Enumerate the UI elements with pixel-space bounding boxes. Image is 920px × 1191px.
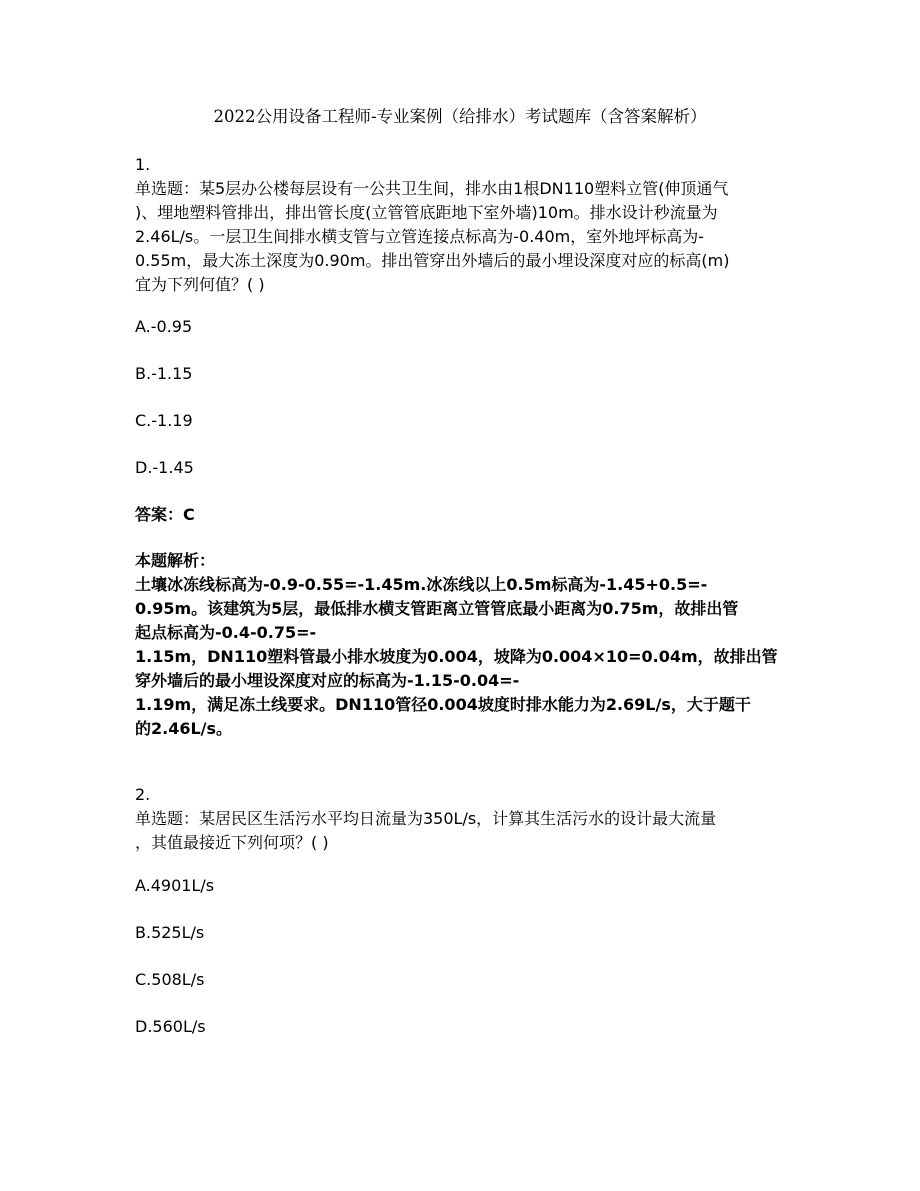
option-b: B.-1.15: [135, 364, 193, 383]
question-1-stem: [135, 153, 790, 297]
option-b: B.525L/s: [135, 923, 205, 942]
option-d: D.560L/s: [135, 1017, 206, 1036]
analysis-line: 1.15m，DN110塑料管最小排水坡度为0.004，坡降为0.004×10=0.04m，故排出管: [135, 647, 778, 666]
question-stem-line: 单选题：某5层办公楼每层设有一公共卫生间，排水由1根DN110塑料立管(伸顶通气: [135, 179, 729, 198]
analysis-line: 土壤冰冻线标高为-0.9-0.55=-1.45m.冰冻线以上0.5m标高为-1.45+0.5=-: [135, 575, 708, 594]
question-number: 2.: [135, 785, 151, 804]
question-2-stem: [135, 783, 790, 855]
question-stem-line: ，其值最接近下列何项？( ): [135, 833, 329, 852]
question-stem-line: )、埋地塑料管排出，排出管长度(立管管底距地下室外墙)10m。排水设计秒流量为: [135, 203, 718, 222]
analysis-block: [135, 549, 790, 741]
answer-line: 答案：C: [135, 505, 195, 524]
option-a: A.-0.95: [135, 317, 193, 336]
option-c: C.-1.19: [135, 411, 193, 430]
analysis-line: 的2.46L/s。: [135, 719, 233, 738]
analysis-line: 0.95m。该建筑为5层，最低排水横支管距离立管管底最小距离为0.75m，故排出管: [135, 599, 739, 618]
question-stem-line: 2.46L/s。一层卫生间排水横支管与立管连接点标高为-0.40m，室外地坪标高为-: [135, 227, 705, 246]
document-title: 2022公用设备工程师-专业案例（给排水）考试题库（含答案解析）: [213, 107, 707, 126]
option-c: C.508L/s: [135, 970, 205, 989]
analysis-line: 1.19m，满足冻土线要求。DN110管径0.004坡度时排水能力为2.69L/s，大于题干: [135, 695, 751, 714]
question-number: 1.: [135, 155, 151, 174]
analysis-line: 起点标高为-0.4-0.75=-: [135, 623, 317, 642]
analysis-label: 本题解析：: [135, 551, 216, 570]
question-stem-line: 单选题：某居民区生活污水平均日流量为350L/s，计算其生活污水的设计最大流量: [135, 809, 717, 828]
question-stem-line: 宜为下列何值？( ): [135, 275, 265, 294]
option-a: A.4901L/s: [135, 876, 215, 895]
question-stem-line: 0.55m，最大冻土深度为0.90m。排出管穿出外墙后的最小埋设深度对应的标高(m): [135, 251, 730, 270]
option-d: D.-1.45: [135, 458, 194, 477]
analysis-line: 穿外墙后的最小埋设深度对应的标高为-1.15-0.04=-: [135, 671, 520, 690]
